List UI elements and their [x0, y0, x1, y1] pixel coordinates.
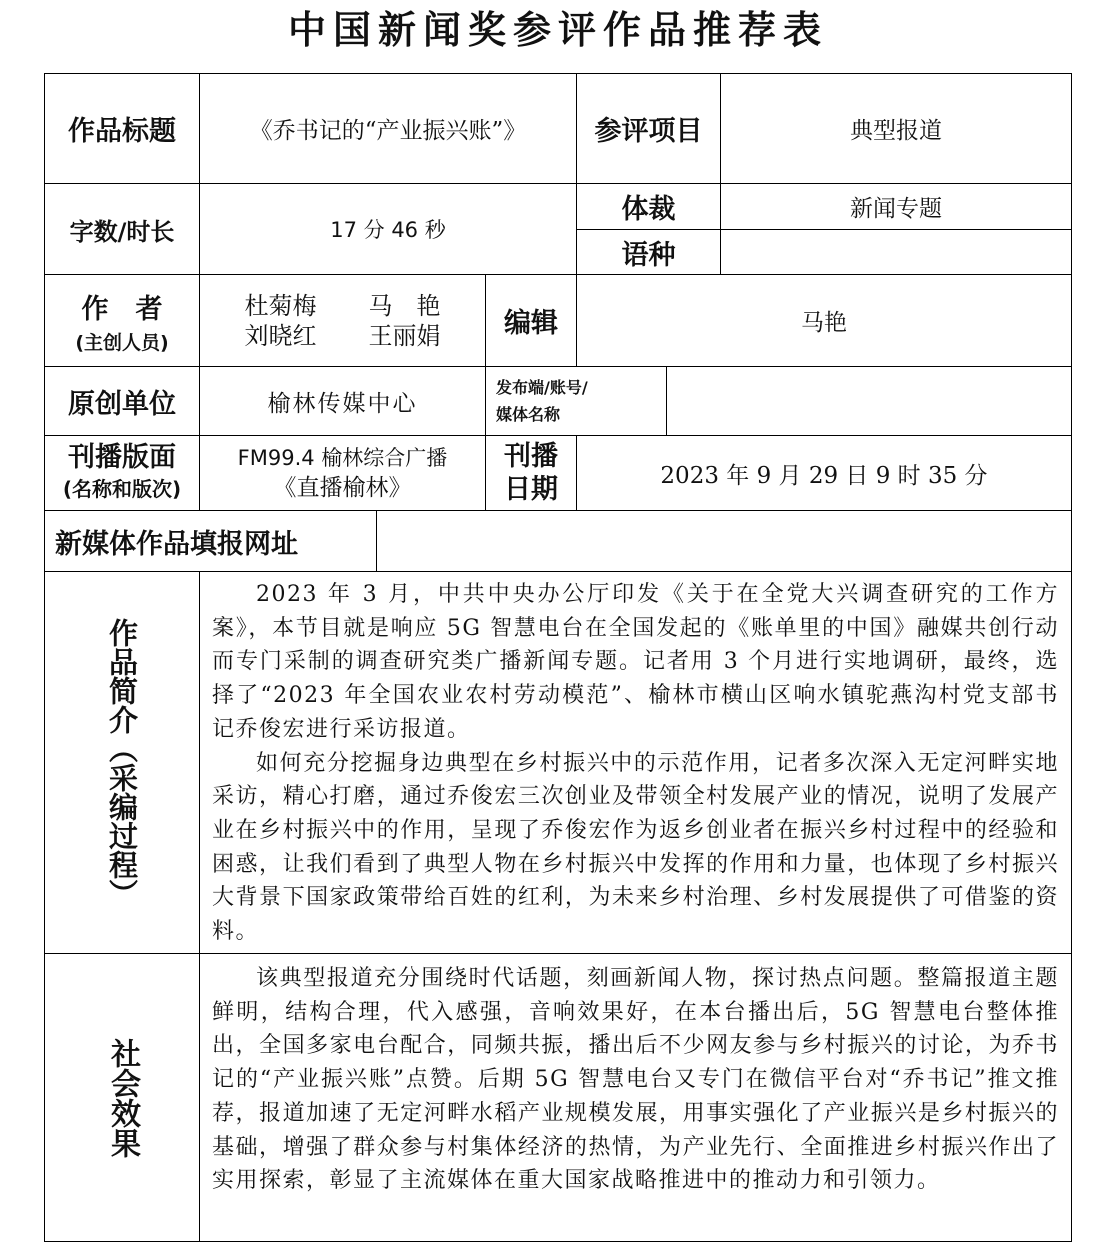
- author-name: 王丽娟: [368, 321, 441, 350]
- category-label: 参评项目: [576, 73, 721, 184]
- publisher-label-line1: 发布端/账号/: [496, 378, 588, 397]
- length-value: 17 分 46 秒: [199, 183, 577, 275]
- author-label-cell: [44, 274, 200, 367]
- author-sub-label: (主创人员): [75, 331, 169, 354]
- process-text-cell: [199, 571, 1072, 954]
- url-value: [376, 510, 1072, 572]
- language-label: 语种: [576, 229, 721, 275]
- genre-label: 体裁: [576, 183, 721, 230]
- publisher-label-cell: [485, 366, 667, 436]
- category-value: 典型报道: [720, 73, 1072, 184]
- title-label: 作品标题: [44, 73, 200, 184]
- effect-paragraph: 该典型报道充分围绕时代话题，刻画新闻人物，探讨热点问题。整篇报道主题鲜明，结构合理，代入感强，音响效果好，在本台播出后，5G 智慧电台整体推出，全国多家电台配合，同频共振，播出后不少网友参与乡村振兴的讨论，为乔书记的“产业振兴账”点赞。后期 5G 智慧电台又专门在微信平台对“乔书记”推文推荐，报道加速了无定河畔水稻产业规模发展，用事实强化了产业振兴是乡村振兴的基础，增强了群众参与村集体经济的热情，为产业先行、全面推进乡村振兴作出了实用探索，彰显了主流媒体在重大国家战略推进中的推动力和引领力。: [212, 966, 1059, 1194]
- author-name: 马 艳: [368, 291, 441, 320]
- url-label: 新媒体作品填报网址: [44, 510, 377, 572]
- length-label: 字数/时长: [44, 183, 200, 275]
- page-value-cell: [199, 435, 486, 511]
- page-value-line1: FM99.4 榆林综合广播: [237, 446, 448, 470]
- date-label-cell: [485, 435, 577, 511]
- page-value-line2: 《直播榆林》: [273, 475, 412, 501]
- recommendation-form: [44, 73, 1072, 1242]
- unit-value: 榆林传媒中心: [199, 366, 486, 436]
- date-label-line2: 日期: [504, 474, 558, 505]
- unit-label: 原创单位: [44, 366, 200, 436]
- author-label: 作 者: [81, 293, 163, 325]
- title-value: 《乔书记的“产业振兴账”》: [199, 73, 577, 184]
- page-title: 中国新闻奖参评作品推荐表: [287, 7, 828, 52]
- author-name: 杜菊梅: [244, 291, 317, 320]
- effect-text-cell: [199, 953, 1072, 1242]
- publisher-value: [666, 366, 1072, 436]
- editor-value: 马艳: [576, 274, 1072, 367]
- process-paragraph: 如何充分挖掘身边典型在乡村振兴中的示范作用，记者多次深入无定河畔实地采访，精心打磨，通过乔俊宏三次创业及带领全村发展产业的情况，说明了发展产业在乡村振兴中的作用，呈现了乔俊宏作为返乡创业者在振兴乡村过程中的经验和困惑，让我们看到了典型人物在乡村振兴中发挥的作用和力量，也体现了乡村振兴大背景下国家政策带给百姓的红利，为未来乡村治理、乡村发展提供了可借鉴的资料。: [212, 750, 1059, 945]
- author-list: [245, 291, 441, 351]
- page-label-cell: [44, 435, 200, 511]
- effect-text: [212, 962, 1059, 1198]
- authors-cell: [199, 274, 486, 367]
- effect-label-cell: [44, 953, 200, 1242]
- process-label: 作品简介（采编过程）: [105, 617, 139, 908]
- genre-value: 新闻专题: [720, 183, 1072, 230]
- process-paragraph: 2023 年 3 月，中共中央办公厅印发《关于在全党大兴调查研究的工作方案》，本节目就是响应 5G 智慧电台在全国发起的《账单里的中国》融媒共创行动而专门采制的调查研究类广播新闻专题。记者用 3 个月进行实地调研，最终，选择了“2023 年全国农业农村劳动模范”、榆林市横山区响水镇驼燕沟村党支部书记乔俊宏进行采访报道。: [212, 582, 1059, 742]
- date-value: 2023 年 9 月 29 日 9 时 35 分: [576, 435, 1072, 511]
- page-label: 刊播版面: [68, 442, 176, 473]
- editor-label: 编辑: [485, 274, 577, 367]
- date-label-line1: 刊播: [504, 441, 558, 472]
- effect-label: 社会效果: [105, 1037, 140, 1158]
- process-text: [212, 578, 1059, 949]
- publisher-label-line2: 媒体名称: [496, 405, 561, 424]
- page-label-sub: (名称和版次): [62, 477, 182, 501]
- language-value: [720, 229, 1072, 275]
- author-name: 刘晓红: [244, 321, 317, 350]
- process-label-cell: [44, 571, 200, 954]
